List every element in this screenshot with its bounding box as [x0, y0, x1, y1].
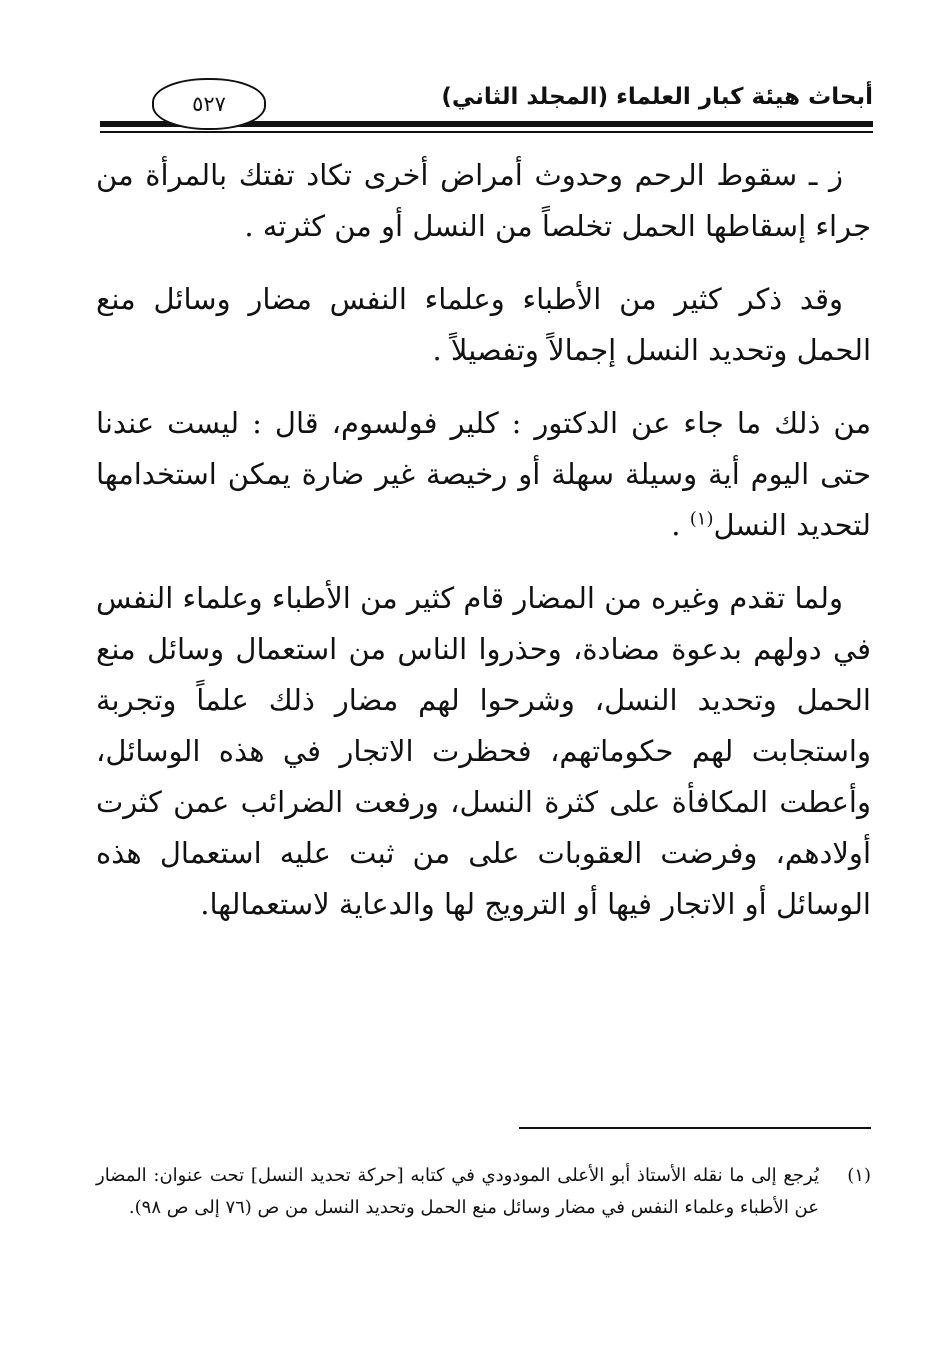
paragraph-miscarriage [96, 150, 871, 252]
footnote-number: (١) [847, 1165, 871, 1186]
paragraph-text: ولما تقدم وغيره من المضار قام كثير من الأطباء وعلماء النفس في دولهم بدعوة مضادة، وحذروا الناس من استعمال وسائل منع الحمل وتحديد النسل، وشرحوا لهم مضار ذلك علماً وتجربة واستجابت لهم حكوماتهم، فحظرت الاتجار في هذه الوسائل، وأعطت المكافأة على كثرة النسل، ورفعت الضرائب عمن كثرت أولادهم، وفرضت العقوبات على من ثبت عليه استعمال هذه الوسائل أو الاتجار فيها أو الترويج لها والدعاية لاستعمالها. [96, 581, 871, 921]
page-number: ٥٢٧ [192, 91, 226, 116]
paragraph-doctors-mention [96, 274, 871, 376]
footnote-separator [519, 1127, 871, 1129]
paragraph-text: ز ـ سقوط الرحم وحدوث أمراض أخرى تكاد تفتك بالمرأة من جراء إسقاطها الحمل تخلصاً من النسل أو من كثرته . [96, 158, 871, 243]
paragraph-government-response [96, 573, 871, 930]
paragraph-text: وقد ذكر كثير من الأطباء وعلماء النفس مضار وسائل منع الحمل وتحديد النسل إجمالاً وتفصيلاً . [96, 282, 871, 367]
header-thin-rule [100, 131, 873, 133]
footnote-text: يُرجع إلى ما نقله الأستاذ أبو الأعلى المودودي في كتابه [حركة تحديد النسل] تحت عنوان: المضار عن الأطباء وعلماء النفس في مضار وسائل منع الحمل وتحديد النسل من ص (٧٦ إلى ص ٩٨). [96, 1165, 820, 1218]
page-header [100, 78, 873, 148]
footnotes-section [96, 1160, 871, 1224]
paragraph-doctor-quote [96, 398, 871, 551]
paragraph-ending-punctuation: . [671, 508, 690, 542]
main-text [96, 150, 871, 952]
footnote-reference: (١) [689, 508, 714, 530]
running-header-title: أبحاث هيئة كبار العلماء (المجلد الثاني) [441, 84, 873, 110]
paragraph-text: من ذلك ما جاء عن الدكتور : كلير فولسوم، قال : ليست عندنا حتى اليوم أية وسيلة سهلة أو رخيصة غير ضارة يمكن استخدامها لتحديد النسل [96, 406, 871, 542]
page-number-oval [152, 78, 266, 130]
footnote-item [96, 1160, 871, 1224]
